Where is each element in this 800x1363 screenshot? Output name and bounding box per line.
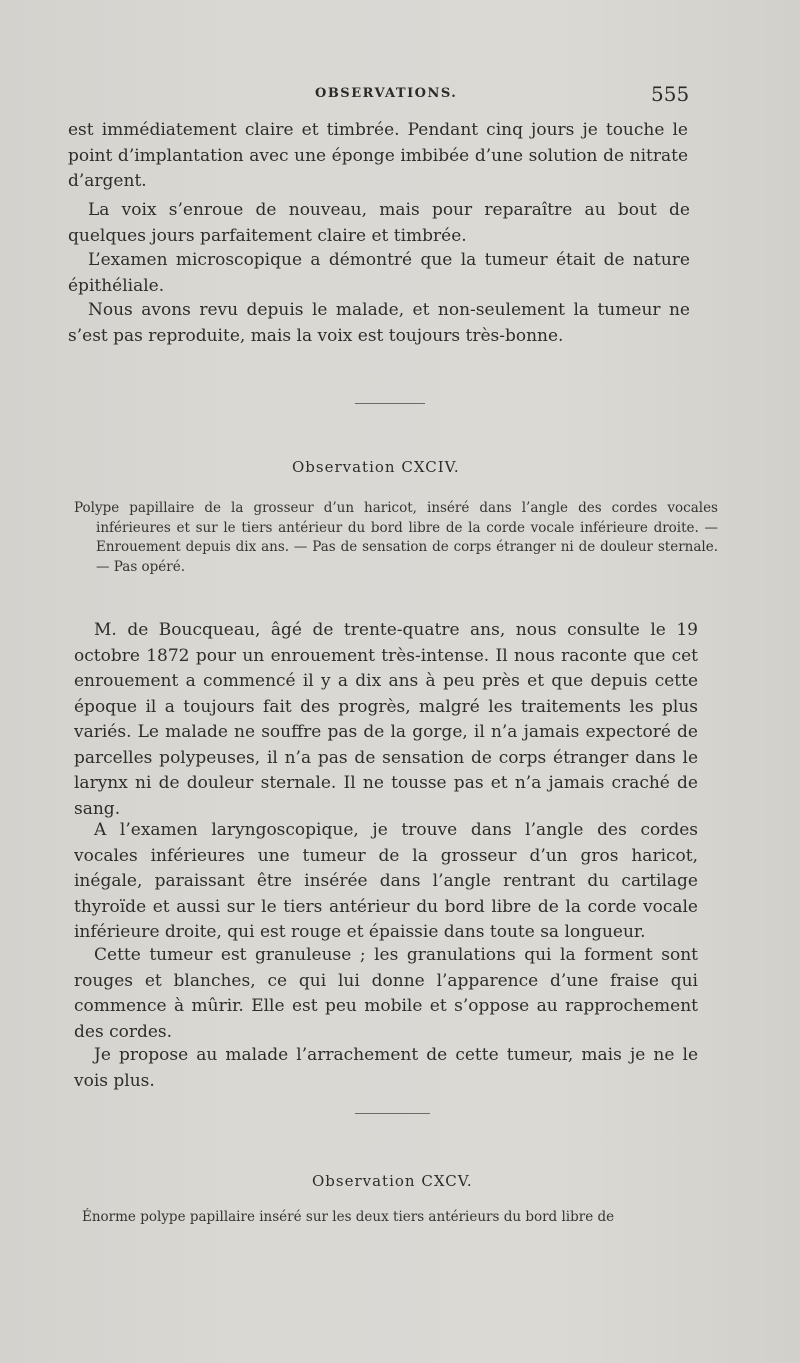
observation-194-title: Observation CXCIV. xyxy=(292,458,460,476)
observation-194-paragraph-proposal: Je propose au malade l’arrachement de cette tumeur, mais je ne le vois plus. xyxy=(74,1045,698,1091)
observation-194-paragraph-tumour: Cette tumeur est granuleuse ; les granulations qui la forment sont rouges et blanches, ce qui lui donne l’apparence d’une fraise qui commence à mûrir. Elle est peu mobile et s’oppose au rapprochement des cordes. xyxy=(74,945,698,1042)
paragraph-voice-hoarse: La voix s’enroue de nouveau, mais pour reparaître au bout de quelques jours parfaitement claire et timbrée. xyxy=(68,200,690,246)
observation-194-summary: Polype papillaire de la grosseur d’un haricot, inséré dans l’angle des cordes vocales inférieures et sur le tiers antérieur du bord libre de la corde vocale inférieure droite. — Enrouement depuis dix ans. — Pas de sensation de corps étranger ni de douleur sternale. — Pas opéré. xyxy=(74,500,718,575)
paragraph-follow-up: Nous avons revu depuis le malade, et non-seulement la tumeur ne s’est pas reproduite, mais la voix est toujours très-bonne. xyxy=(68,300,690,346)
running-title: OBSERVATIONS. xyxy=(315,86,458,101)
paragraph-continuation: est immédiatement claire et timbrée. Pendant cinq jours je touche le point d’implantation avec une éponge imbibée d’une solution de nitrate d’argent. xyxy=(68,120,688,191)
observation-194-paragraph-history: M. de Boucqueau, âgé de trente-quatre ans, nous consulte le 19 octobre 1872 pour un enrouement très-intense. Il nous raconte que cet enrouement a commencé il y a dix ans à peu près et que depuis cette époque il a toujours fait des progrès, malgré les traitements les plus variés. Le malade ne souffre pas de la gorge, il n’a jamais expectoré de parcelles polypeuses, il n’a pas de sensation de corps étranger dans le larynx ni de douleur sternale. Il ne tousse pas et n’a jamais craché de sang. xyxy=(74,620,698,819)
observation-195-title: Observation CXCV. xyxy=(312,1172,473,1190)
page-header xyxy=(0,84,800,108)
section-divider xyxy=(355,1113,430,1114)
observation-195-summary: Énorme polype papillaire inséré sur les deux tiers antérieurs du bord libre de xyxy=(82,1209,615,1225)
paragraph-microscopic-exam: L’examen microscopique a démontré que la tumeur était de nature épithéliale. xyxy=(68,250,690,296)
section-divider xyxy=(355,403,425,404)
page-number: 555 xyxy=(651,82,690,106)
observation-194-paragraph-exam: A l’examen laryngoscopique, je trouve dans l’angle des cordes vocales inférieures une tumeur de la grosseur d’un gros haricot, inégale, paraissant être insérée dans l’angle rentrant du cartilage thyroïde et aussi sur le tiers antérieur du bord libre de la corde vocale inférieure droite, qui est rouge et épaissie dans toute sa longueur. xyxy=(74,820,698,942)
